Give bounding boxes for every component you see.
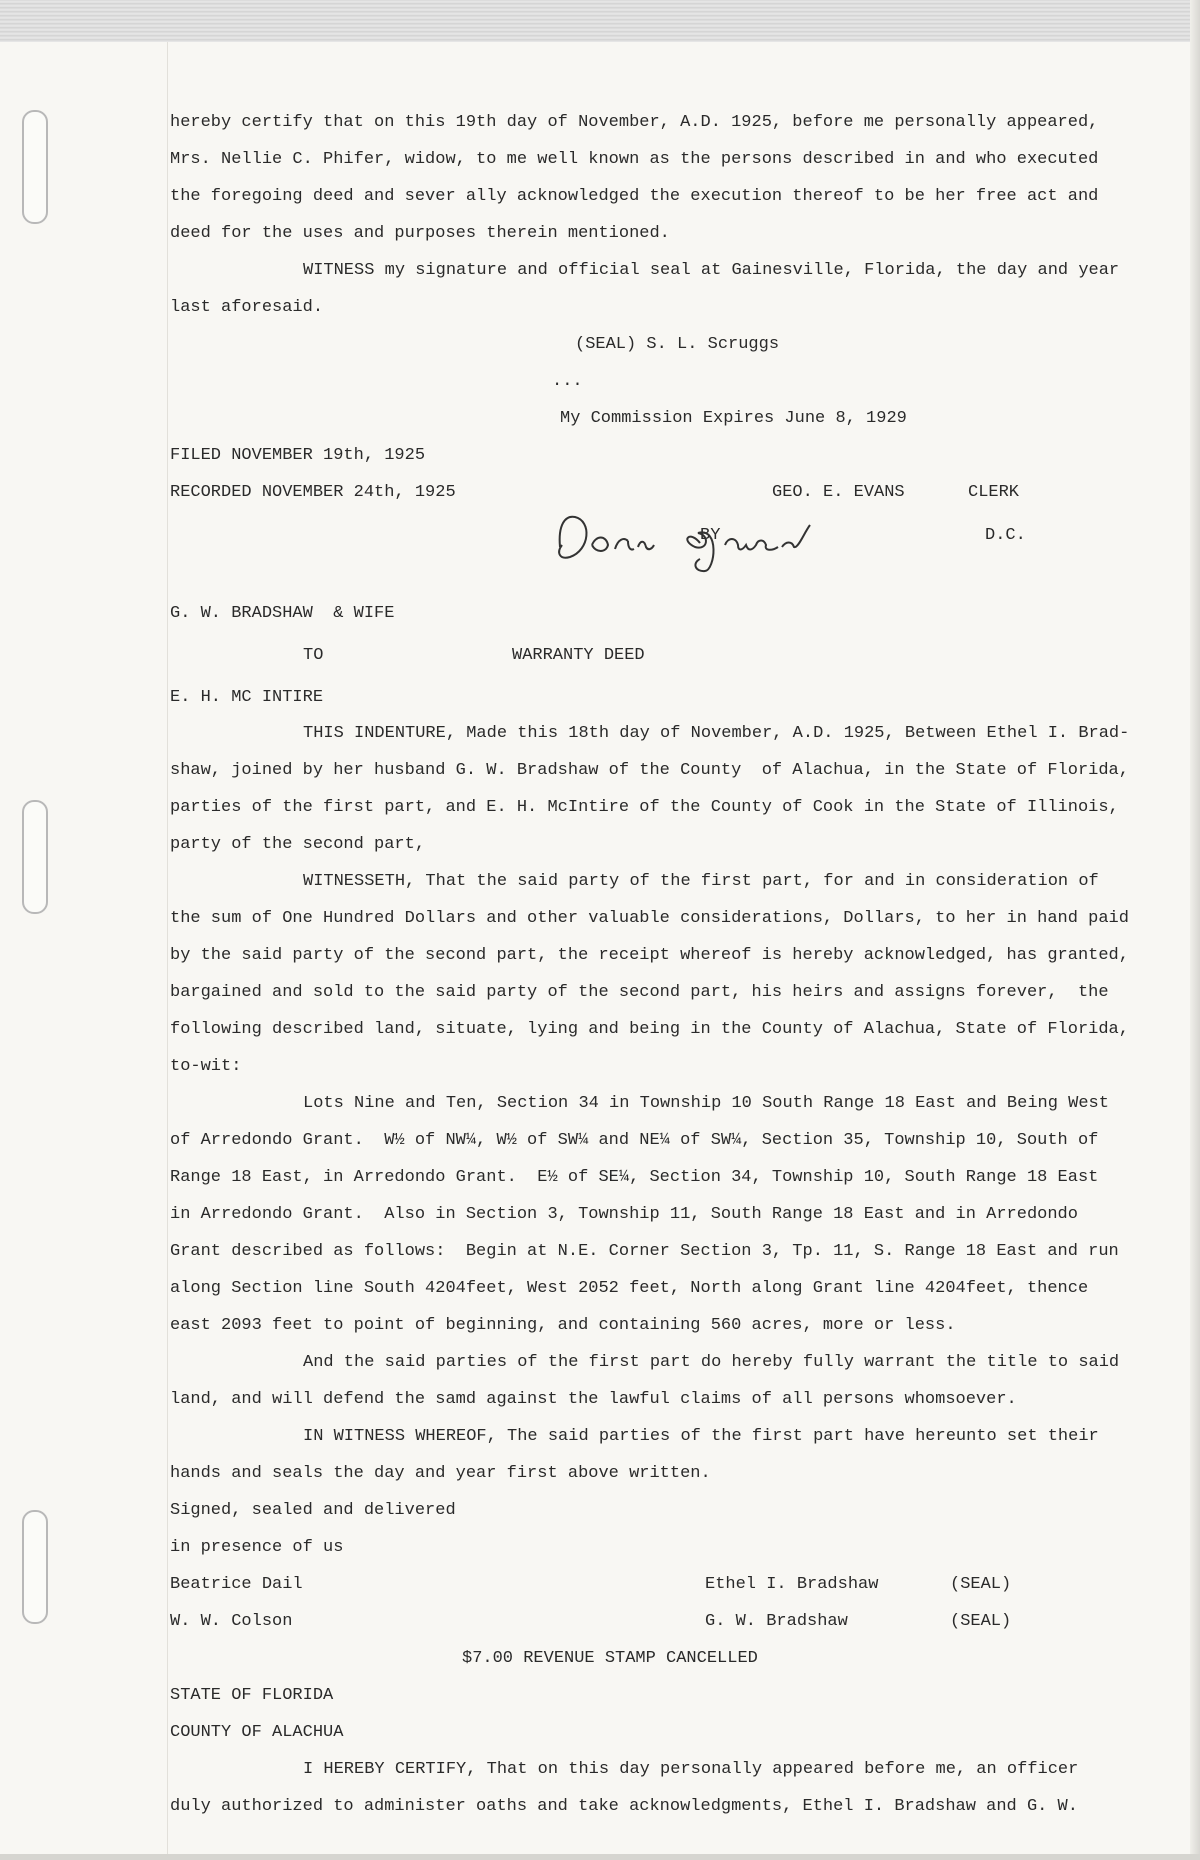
- deed-line: And the said parties of the first part do hereby fully warrant the title to said: [303, 1353, 1120, 1372]
- to-heading: TO: [303, 646, 324, 665]
- deed-line: WITNESSETH, That the said party of the first part, for and in consideration of: [303, 872, 1099, 891]
- deed-line: shaw, joined by her husband G. W. Bradshaw of the County of Alachua, in the State of Florida,: [170, 761, 1129, 780]
- deed-line: east 2093 feet to point of beginning, and containing 560 acres, more or less.: [170, 1316, 956, 1335]
- commission-expiry: My Commission Expires June 8, 1929: [560, 409, 907, 428]
- grantee-heading: E. H. MC INTIRE: [170, 688, 324, 707]
- ack-line-2: duly authorized to administer oaths and take acknowledgments, Ethel I. Bradshaw and G. W.: [170, 1797, 1078, 1816]
- deed-line: in Arredondo Grant. Also in Section 3, Township 11, South Range 18 East and in Arredondo: [170, 1205, 1078, 1224]
- grantor-heading: G. W. BRADSHAW & WIFE: [170, 604, 395, 623]
- deed-line: IN WITNESS WHEREOF, The said parties of the first part have hereunto set their: [303, 1427, 1099, 1446]
- seal-2: (SEAL): [950, 1612, 1012, 1631]
- deed-line: the sum of One Hundred Dollars and other valuable considerations, Dollars, to her in hand paid: [170, 909, 1129, 928]
- deed-line: THIS INDENTURE, Made this 18th day of November, A.D. 1925, Between Ethel I. Brad-: [303, 724, 1130, 743]
- certificate-line-6: last aforesaid.: [170, 298, 324, 317]
- clerk-name: GEO. E. EVANS: [772, 483, 905, 502]
- certificate-line-4: deed for the uses and purposes therein mentioned.: [170, 224, 670, 243]
- seal-1: (SEAL): [950, 1575, 1012, 1594]
- recorded-date: RECORDED NOVEMBER 24th, 1925: [170, 483, 456, 502]
- certificate-line-3: the foregoing deed and sever ally acknowledged the execution thereof to be her free act and: [170, 187, 1099, 206]
- deed-line: Grant described as follows: Begin at N.E. Corner Section 3, Tp. 11, S. Range 18 East and run: [170, 1242, 1119, 1261]
- by-label: BY: [700, 526, 721, 545]
- deed-line: of Arredondo Grant. W½ of NW¼, W½ of SW¼ and NE¼ of SW¼, Section 35, Township 10, South of: [170, 1131, 1099, 1150]
- witness-2: W. W. Colson: [170, 1612, 293, 1631]
- deed-line: land, and will defend the samd against the lawful claims of all persons whomsoever.: [170, 1390, 1017, 1409]
- signer-1: Ethel I. Bradshaw: [705, 1575, 879, 1594]
- ack-state: STATE OF FLORIDA: [170, 1686, 334, 1705]
- clerk-title: CLERK: [968, 483, 1020, 502]
- scan-bottom-edge: [0, 1854, 1200, 1860]
- deed-line: Lots Nine and Ten, Section 34 in Township 10 South Range 18 East and Being West: [303, 1094, 1109, 1113]
- ack-line-1: I HEREBY CERTIFY, That on this day personally appeared before me, an officer: [303, 1760, 1079, 1779]
- deed-line: in presence of us: [170, 1538, 344, 1557]
- deed-line: by the said party of the second part, the receipt whereof is hereby acknowledged, has granted,: [170, 946, 1129, 965]
- certificate-line-5: WITNESS my signature and official seal at Gainesville, Florida, the day and year: [303, 261, 1120, 280]
- notary-seal-line: (SEAL) S. L. Scruggs: [575, 335, 780, 354]
- certificate-line-1: hereby certify that on this 19th day of November, A.D. 1925, before me personally appeared,: [170, 113, 1099, 132]
- deed-line: following described land, situate, lying and being in the County of Alachua, State of Florida,: [170, 1020, 1129, 1039]
- deed-line: along Section line South 4204feet, West 2052 feet, North along Grant line 4204feet, thence: [170, 1279, 1089, 1298]
- certificate-line-2: Mrs. Nellie C. Phifer, widow, to me well known as the persons described in and who executed: [170, 150, 1099, 169]
- deputy-signature: [520, 505, 950, 575]
- signer-2: G. W. Bradshaw: [705, 1612, 848, 1631]
- deed-line: hands and seals the day and year first above written.: [170, 1464, 711, 1483]
- scan-top-band: [0, 0, 1200, 42]
- deed-line: party of the second part,: [170, 835, 426, 854]
- ack-county: COUNTY OF ALACHUA: [170, 1723, 344, 1742]
- revenue-stamp-note: $7.00 REVENUE STAMP CANCELLED: [462, 1649, 758, 1668]
- witness-1: Beatrice Dail: [170, 1575, 303, 1594]
- deed-line: parties of the first part, and E. H. McIntire of the County of Cook in the State of Illinois,: [170, 798, 1119, 817]
- filed-date: FILED NOVEMBER 19th, 1925: [170, 446, 426, 465]
- deed-line: bargained and sold to the said party of the second part, his heirs and assigns forever, the: [170, 983, 1109, 1002]
- deed-line: Range 18 East, in Arredondo Grant. E½ of SE¼, Section 34, Township 10, South Range 18 East: [170, 1168, 1099, 1187]
- deed-line: to-wit:: [170, 1057, 242, 1076]
- deed-type-heading: WARRANTY DEED: [512, 646, 645, 665]
- deputy-title: D.C.: [985, 526, 1026, 545]
- ellipsis: ...: [552, 372, 583, 391]
- deed-line: Signed, sealed and delivered: [170, 1501, 456, 1520]
